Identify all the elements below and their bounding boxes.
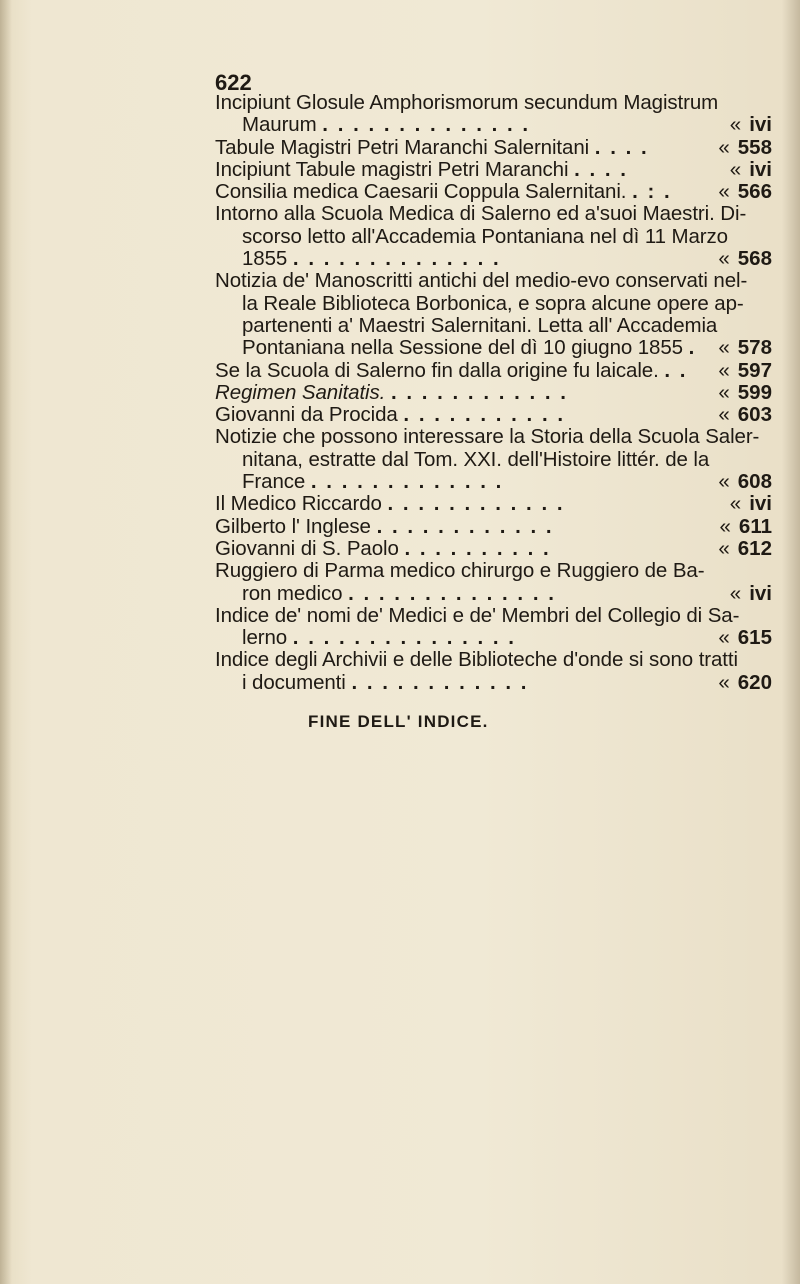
ditto-mark: « [719, 514, 731, 538]
page-reference [718, 137, 772, 159]
toc-entry-text: Incipiunt Glosule Amphorismorum secundum Magistrum [215, 91, 719, 114]
toc-entry-line [215, 672, 780, 694]
dot-leader: . . . . . . . . . . . . [387, 492, 565, 516]
toc-entry-text: Giovanni di S. Paolo [215, 536, 399, 560]
dot-leader: . [688, 336, 697, 360]
dot-leader: . . . . . . . . . . . . . . [348, 581, 556, 605]
toc-entry-line [215, 360, 780, 382]
toc-entry-text: Pontaniana nella Sessione del dì 10 giugno 1855 [242, 336, 683, 360]
dot-leader: . . . . . . . . . . . [403, 403, 566, 427]
dot-leader: . . . . . . . . . . . . [351, 670, 529, 694]
page-reference [730, 159, 772, 181]
toc-entry-text: Consilia medica Caesarii Coppula Salernitani. [215, 180, 627, 204]
page-reference-number: ivi [749, 113, 772, 137]
toc-entry-text: Indice de' nomi de' Medici e de' Membri del Collegio di Sa- [215, 603, 740, 627]
toc-entry-text: Regimen Sanitatis. [215, 380, 386, 404]
toc-entry-text: Se la Scuola di Salerno fin dalla origine fu laicale. [215, 358, 659, 382]
toc-entry-line [215, 92, 780, 114]
toc-entry-line [215, 516, 780, 538]
toc-entry [215, 159, 780, 181]
toc-entry-text: Il Medico Riccardo [215, 492, 382, 516]
ditto-mark: « [718, 403, 730, 427]
ditto-mark: « [718, 135, 730, 159]
page-reference [718, 360, 772, 382]
page-reference-number: 568 [737, 247, 772, 271]
toc-entry-text: France [242, 470, 306, 494]
toc-entry-line [215, 248, 780, 270]
page-reference-number: ivi [749, 581, 772, 605]
toc-entry [215, 605, 780, 650]
toc-entry-text: Notizie che possono interessare la Storia della Scuola Saler- [215, 425, 760, 449]
dot-leader: . . . . . . . . . . . . [376, 514, 554, 538]
ditto-mark: « [718, 358, 730, 382]
toc-entry-line [215, 159, 780, 181]
toc-entry [215, 538, 780, 560]
toc-entry [215, 404, 780, 426]
ditto-mark: « [718, 626, 730, 650]
page-reference-number: 612 [737, 536, 772, 560]
page-edge-shadow [782, 0, 800, 1284]
page-reference-number: 611 [738, 514, 772, 538]
page-reference [720, 516, 772, 538]
page-reference-number: 608 [737, 470, 772, 494]
toc-entry-line [215, 560, 780, 582]
page-reference-number: ivi [749, 492, 772, 516]
page-reference-number: 558 [737, 135, 772, 159]
toc-entry-text: Tabule Magistri Petri Maranchi Salernitani [215, 135, 590, 159]
toc-entry-line [215, 137, 780, 159]
page-reference [718, 627, 772, 649]
ditto-mark: « [718, 380, 730, 404]
toc-entry-line [215, 226, 780, 248]
ditto-mark: « [718, 180, 730, 204]
toc-entry-line [215, 337, 780, 359]
toc-entry [215, 270, 780, 359]
page-reference [730, 583, 772, 605]
dot-leader: . . . . . . . . . . . . . . . [292, 626, 516, 650]
ditto-mark: « [729, 157, 742, 181]
ditto-mark: « [718, 670, 730, 694]
toc-entry [215, 203, 780, 270]
toc-entry [215, 181, 780, 203]
toc-entry [215, 516, 780, 538]
toc-entry-line [215, 449, 780, 471]
page-reference-number: 603 [737, 403, 772, 427]
toc-entry-text: Giovanni da Procida [215, 403, 398, 427]
toc-entry-text: Gilberto l' Inglese [215, 514, 371, 538]
toc-entry-text: Ruggiero di Parma medico chirurgo e Ruggiero de Ba- [215, 559, 705, 583]
ditto-mark: « [718, 336, 730, 360]
dot-leader: . . . . . . . . . . . . [390, 380, 568, 404]
ditto-mark: « [729, 581, 742, 605]
toc-entry-line [215, 382, 780, 404]
toc-entry-text: i documenti [242, 670, 346, 694]
page-reference-number: 566 [737, 180, 772, 204]
toc-entry-line [215, 203, 780, 225]
toc-entry-line [215, 315, 780, 337]
toc-entry [215, 493, 780, 515]
toc-entry-text: Intorno alla Scuola Medica di Salerno ed a'suoi Maestri. Di- [215, 202, 747, 226]
page-reference-number: 597 [737, 358, 772, 382]
page-reference [718, 471, 772, 493]
toc-entry-text: nitana, estratte dal Tom. XXI. dell'Histoire littér. de la [242, 447, 710, 471]
toc-entry-text: Maurum [242, 113, 317, 137]
page-reference-number: 615 [737, 626, 772, 650]
page-number: 622 [215, 70, 252, 95]
ditto-mark: « [718, 247, 730, 271]
dot-leader: . . . . . . . . . . . . . . [292, 247, 501, 271]
toc-entry-line [215, 493, 780, 515]
toc-entry [215, 560, 780, 605]
dot-leader: . : . [632, 180, 672, 204]
toc-entry-line [215, 538, 780, 560]
toc-entry-line [215, 649, 780, 671]
toc-entry-text: partenenti a' Maestri Salernitani. Letta all' Accademia [242, 313, 718, 337]
page-reference-number: 620 [737, 670, 772, 694]
ditto-mark: « [729, 113, 742, 137]
toc-entry-line [215, 404, 780, 426]
dot-leader: . . . . [594, 135, 649, 159]
toc-entry-text: Notizia de' Manoscritti antichi del medio-evo conservati nel- [215, 269, 748, 293]
toc-entry-line [215, 181, 780, 203]
toc-entry [215, 360, 780, 382]
toc-entry-line [215, 293, 780, 315]
toc-entry-text: scorso letto all'Accademia Pontaniana nel dì 11 Marzo [242, 224, 728, 248]
table-of-contents [215, 92, 780, 694]
toc-entry-line [215, 114, 780, 136]
dot-leader: . . . . . . . . . . [404, 536, 551, 560]
toc-entry-line [215, 583, 780, 605]
page-reference [730, 493, 772, 515]
page-reference [718, 248, 772, 270]
toc-entry [215, 426, 780, 493]
toc-entry-text: Indice degli Archivii e delle Biblioteche d'onde si sono tratti [215, 648, 738, 672]
dot-leader: . . . . . . . . . . . . . . [322, 113, 531, 137]
dot-leader: . . . . . . . . . . . . . [310, 470, 504, 494]
gutter-shadow [0, 0, 12, 1284]
dot-leader: . . . . [574, 157, 628, 181]
page-reference [718, 181, 772, 203]
toc-entry [215, 382, 780, 404]
toc-entry [215, 649, 780, 694]
end-of-index-note: FINE DELL' INDICE. [308, 712, 489, 731]
toc-entry-line [215, 426, 780, 448]
toc-entry-line [215, 627, 780, 649]
ditto-mark: « [718, 536, 730, 560]
toc-entry [215, 137, 780, 159]
page-reference-number: ivi [749, 157, 772, 181]
page-reference [718, 382, 772, 404]
page-reference-number: 578 [737, 336, 772, 360]
page-reference-number: 599 [737, 380, 772, 404]
toc-entry-text: Incipiunt Tabule magistri Petri Maranchi [215, 157, 569, 181]
toc-entry [215, 92, 780, 137]
toc-entry-line [215, 471, 780, 493]
page-reference [718, 538, 772, 560]
toc-entry-text: lerno [242, 626, 288, 650]
page-reference [730, 114, 772, 136]
toc-entry-text: 1855 [242, 247, 288, 271]
dot-leader: . . [664, 358, 688, 382]
toc-entry-text: ron medico [242, 581, 343, 605]
page-reference [718, 404, 772, 426]
toc-entry-line [215, 270, 780, 292]
page-reference [718, 672, 772, 694]
toc-entry-text: la Reale Biblioteca Borbonica, e sopra alcune opere ap- [242, 291, 744, 315]
ditto-mark: « [718, 470, 730, 494]
ditto-mark: « [729, 492, 742, 516]
toc-entry-line [215, 605, 780, 627]
page-reference [718, 337, 772, 359]
